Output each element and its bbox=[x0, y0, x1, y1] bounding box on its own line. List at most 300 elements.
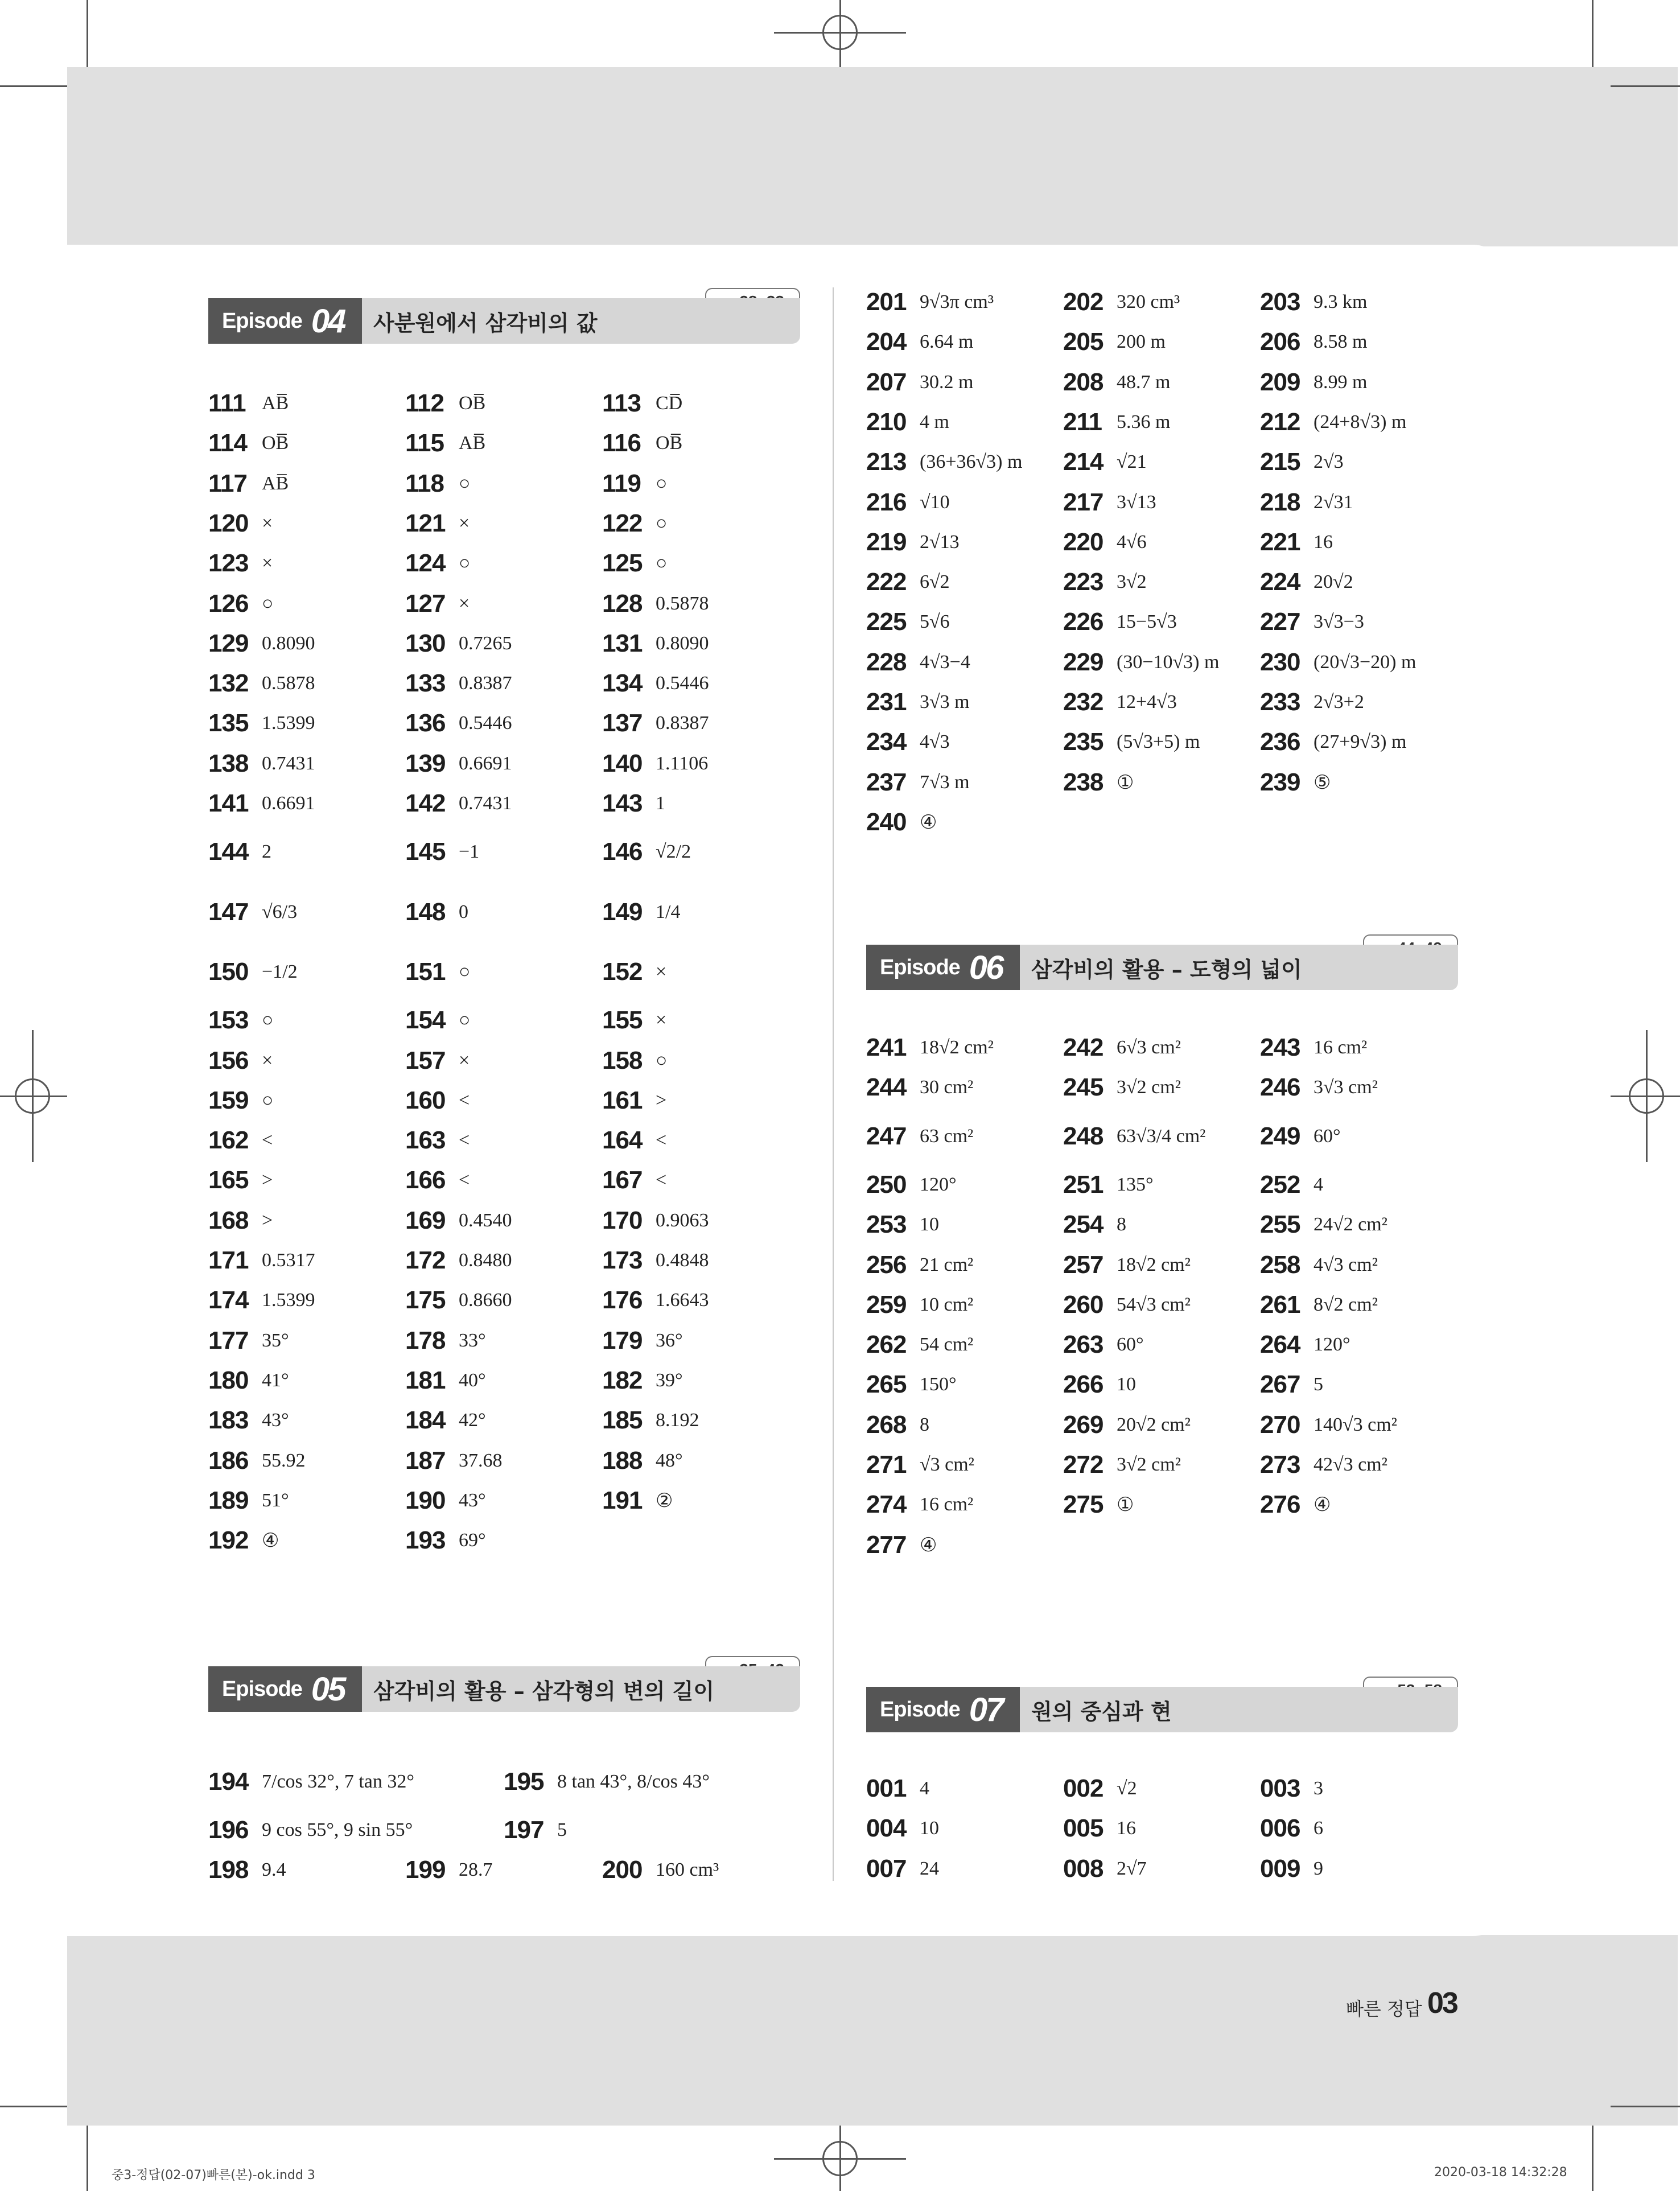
answer-number: 246 bbox=[1260, 1073, 1300, 1102]
crop-mark bbox=[87, 0, 88, 67]
answer-item bbox=[208, 834, 271, 870]
answer-number: 218 bbox=[1260, 488, 1300, 516]
answer-value: ○ bbox=[262, 592, 274, 614]
answer-number: 234 bbox=[866, 728, 907, 756]
answer-value: 0.4540 bbox=[459, 1209, 512, 1231]
answer-item bbox=[405, 1283, 512, 1318]
answer-number: 240 bbox=[866, 808, 907, 836]
answer-item bbox=[602, 1003, 666, 1038]
answer-value: 0.8660 bbox=[459, 1290, 512, 1311]
answer-number: 131 bbox=[602, 629, 643, 657]
episode-number: 07 bbox=[969, 1691, 1003, 1728]
answer-item bbox=[208, 466, 289, 501]
answer-item bbox=[602, 954, 666, 990]
answer-number: 176 bbox=[602, 1286, 643, 1315]
answer-item bbox=[1260, 1851, 1323, 1887]
answer-item bbox=[1063, 1771, 1137, 1806]
answer-value: 18√2 cm² bbox=[1117, 1254, 1191, 1275]
answer-number: 194 bbox=[208, 1768, 249, 1795]
answer-value: < bbox=[262, 1130, 273, 1151]
answer-value: > bbox=[262, 1209, 273, 1231]
answer-value: 0.7431 bbox=[459, 793, 512, 814]
answer-number: 211 bbox=[1063, 407, 1102, 436]
answer-item bbox=[866, 1287, 973, 1323]
answer-value: 60° bbox=[1117, 1334, 1144, 1356]
episode-number: 04 bbox=[311, 302, 345, 340]
answer-value: 160 cm³ bbox=[656, 1859, 719, 1880]
answer-item bbox=[866, 565, 950, 600]
answer-value: ○ bbox=[459, 553, 471, 574]
answer-value: 0.7265 bbox=[459, 632, 512, 654]
answer-value: 51° bbox=[262, 1489, 289, 1511]
answer-item bbox=[866, 1119, 973, 1154]
answer-number: 168 bbox=[208, 1206, 249, 1234]
answer-number: 256 bbox=[866, 1250, 907, 1279]
answer-number: 115 bbox=[405, 429, 444, 458]
answer-number: 121 bbox=[405, 509, 446, 537]
answer-value: 3√3 m bbox=[920, 691, 970, 713]
answer-number: 226 bbox=[1063, 608, 1103, 636]
answer-value: 30 cm² bbox=[920, 1077, 974, 1098]
episode-label: Episode bbox=[880, 1697, 960, 1722]
answer-item bbox=[1063, 285, 1180, 320]
answer-number: 239 bbox=[1260, 768, 1300, 796]
answer-number: 242 bbox=[1063, 1033, 1103, 1061]
answer-item bbox=[208, 1003, 274, 1038]
answer-number: 187 bbox=[405, 1446, 446, 1475]
answer-number: 197 bbox=[504, 1816, 544, 1844]
answer-item bbox=[1260, 324, 1367, 360]
answer-item bbox=[405, 626, 512, 661]
answer-item bbox=[866, 1447, 974, 1482]
answer-value: 69° bbox=[459, 1530, 486, 1551]
answer-value: 4√3−4 bbox=[920, 651, 970, 673]
answer-value: × bbox=[459, 1049, 470, 1071]
answer-item bbox=[1063, 1447, 1181, 1482]
answer-number: 237 bbox=[866, 768, 907, 796]
answer-item bbox=[866, 1367, 957, 1402]
answer-value: 0.5317 bbox=[262, 1250, 315, 1271]
answer-number: 169 bbox=[405, 1206, 446, 1234]
answer-value: 120° bbox=[1313, 1334, 1350, 1356]
answer-number: 222 bbox=[866, 568, 907, 596]
answer-item bbox=[208, 1243, 315, 1278]
answer-value: 1/4 bbox=[656, 901, 681, 922]
answer-number: 002 bbox=[1063, 1774, 1103, 1802]
answer-number: 123 bbox=[208, 549, 249, 578]
answer-item bbox=[1260, 1447, 1387, 1482]
crop-mark bbox=[0, 85, 67, 87]
crop-mark bbox=[839, 0, 841, 67]
answer-value: 4√3 bbox=[920, 731, 950, 753]
answer-number: 142 bbox=[405, 789, 446, 817]
answer-number: 204 bbox=[866, 328, 907, 356]
answer-item bbox=[208, 1043, 273, 1078]
answer-number: 193 bbox=[405, 1526, 446, 1555]
answer-item bbox=[602, 746, 708, 781]
answer-value: 18√2 cm² bbox=[920, 1037, 994, 1058]
answer-value: 10 bbox=[920, 1214, 939, 1235]
answer-item bbox=[1063, 485, 1156, 520]
answer-item bbox=[405, 1323, 486, 1358]
answer-value: √6/3 bbox=[262, 901, 298, 922]
answer-item bbox=[866, 485, 950, 520]
answer-number: 262 bbox=[866, 1331, 907, 1359]
answer-number: 223 bbox=[1063, 568, 1103, 596]
answer-value: 4 bbox=[1313, 1173, 1323, 1195]
answer-value: 5 bbox=[1313, 1374, 1323, 1395]
answer-number: 127 bbox=[405, 589, 446, 617]
answer-item bbox=[405, 786, 512, 821]
answer-value: 200 m bbox=[1117, 331, 1166, 353]
answer-value: 48.7 m bbox=[1117, 371, 1171, 393]
answer-number: 130 bbox=[405, 629, 446, 657]
answer-number: 174 bbox=[208, 1286, 249, 1315]
column-divider bbox=[833, 287, 834, 1881]
answer-item bbox=[602, 706, 709, 741]
answer-value: 3 bbox=[1313, 1778, 1323, 1799]
answer-number: 228 bbox=[866, 648, 907, 676]
answer-item bbox=[405, 834, 479, 870]
crop-mark bbox=[1592, 0, 1593, 67]
answer-value: 2√3+2 bbox=[1313, 691, 1364, 713]
answer-value: 320 cm³ bbox=[1117, 291, 1180, 312]
answer-number: 277 bbox=[866, 1530, 907, 1559]
answer-value: 8 bbox=[1117, 1214, 1126, 1235]
answer-value: > bbox=[656, 1089, 667, 1111]
answer-item bbox=[1260, 405, 1406, 440]
answer-value: 0.8090 bbox=[262, 632, 315, 654]
answer-item bbox=[1260, 604, 1364, 640]
answer-item bbox=[208, 586, 274, 621]
answer-value: 1.1106 bbox=[656, 752, 709, 774]
answer-value: ④ bbox=[262, 1530, 279, 1552]
answer-value: 1 bbox=[656, 793, 665, 814]
answer-number: 001 bbox=[866, 1774, 907, 1802]
top-grey-band bbox=[67, 67, 1678, 246]
answer-value: (5√3+5) m bbox=[1117, 731, 1200, 753]
answer-value: 33° bbox=[459, 1329, 486, 1351]
answer-item bbox=[1063, 444, 1147, 480]
answer-number: 276 bbox=[1260, 1490, 1300, 1519]
answer-value: 0.8090 bbox=[656, 632, 709, 654]
answer-value: √2/2 bbox=[656, 841, 691, 863]
answer-item bbox=[866, 685, 970, 720]
answer-value: 6.64 m bbox=[920, 331, 974, 353]
answer-value: × bbox=[262, 553, 273, 574]
answer-item bbox=[866, 1167, 957, 1202]
answer-number: 251 bbox=[1063, 1170, 1103, 1199]
answer-value: 21 cm² bbox=[920, 1254, 974, 1275]
answer-item bbox=[1260, 724, 1406, 760]
answer-item bbox=[1063, 1167, 1154, 1202]
answer-value: 4√6 bbox=[1117, 531, 1147, 553]
answer-item bbox=[1260, 565, 1353, 600]
answer-item bbox=[866, 285, 994, 320]
answer-item bbox=[405, 506, 470, 541]
answer-value: × bbox=[262, 512, 273, 534]
answer-number: 158 bbox=[602, 1046, 643, 1074]
answer-value: ○ bbox=[459, 961, 471, 982]
answer-item bbox=[405, 666, 512, 701]
answer-value: 16 cm² bbox=[920, 1494, 974, 1515]
answer-number: 224 bbox=[1260, 568, 1300, 596]
answer-item bbox=[602, 666, 709, 701]
answer-item bbox=[866, 525, 960, 560]
answer-number: 165 bbox=[208, 1166, 249, 1195]
answer-item bbox=[208, 1764, 414, 1799]
answer-number: 137 bbox=[602, 709, 643, 738]
answer-number: 230 bbox=[1260, 648, 1300, 676]
answer-item bbox=[602, 466, 668, 501]
answer-number: 200 bbox=[602, 1856, 643, 1884]
answer-value: 4√3 cm² bbox=[1313, 1254, 1378, 1275]
answer-number: 113 bbox=[602, 389, 641, 417]
answer-number: 161 bbox=[602, 1086, 643, 1114]
answer-item bbox=[405, 386, 485, 421]
answer-item bbox=[1063, 365, 1170, 400]
answer-item bbox=[405, 954, 471, 990]
answer-number: 202 bbox=[1063, 288, 1103, 316]
answer-value: AB̅ bbox=[262, 472, 289, 494]
answer-item bbox=[1063, 1247, 1191, 1283]
answer-item bbox=[208, 1163, 273, 1198]
answer-value: 5√6 bbox=[920, 611, 950, 633]
answer-number: 133 bbox=[405, 669, 446, 698]
answer-value: OB̅ bbox=[656, 433, 683, 454]
answer-number: 162 bbox=[208, 1126, 249, 1155]
answer-item bbox=[602, 1043, 668, 1078]
answer-value: 0.5878 bbox=[656, 592, 709, 614]
answer-value: 2√31 bbox=[1313, 491, 1353, 513]
answer-value: 0 bbox=[459, 901, 468, 922]
answer-value: OB̅ bbox=[262, 433, 289, 454]
answer-item bbox=[866, 604, 950, 640]
answer-value: 6√2 bbox=[920, 571, 950, 593]
answer-item bbox=[208, 1852, 286, 1888]
crop-mark bbox=[0, 2106, 67, 2107]
answer-value: 54 cm² bbox=[920, 1334, 974, 1356]
answer-value: 60° bbox=[1313, 1125, 1341, 1147]
episode-title: 사분원에서 삼각비의 값 bbox=[373, 310, 598, 336]
answer-number: 140 bbox=[602, 749, 643, 777]
answer-item bbox=[405, 1243, 512, 1278]
answer-number: 126 bbox=[208, 589, 249, 617]
answer-value: 16 bbox=[1313, 531, 1333, 553]
answer-item bbox=[1063, 565, 1147, 600]
answer-item bbox=[405, 1523, 486, 1558]
answer-item bbox=[602, 1852, 719, 1888]
answer-item bbox=[866, 1771, 929, 1806]
answer-number: 243 bbox=[1260, 1033, 1300, 1061]
answer-value: 7/cos 32°, 7 tan 32° bbox=[262, 1771, 414, 1792]
answer-item bbox=[1260, 1811, 1323, 1846]
crop-mark bbox=[0, 1096, 67, 1097]
answer-value: 40° bbox=[459, 1369, 486, 1391]
answer-value: (27+9√3) m bbox=[1313, 731, 1407, 753]
answer-value: 0.7431 bbox=[262, 752, 315, 774]
answer-number: 129 bbox=[208, 629, 249, 657]
answer-item bbox=[1260, 1207, 1387, 1242]
answer-number: 241 bbox=[866, 1033, 907, 1061]
answer-value: −1/2 bbox=[262, 961, 298, 982]
answer-number: 116 bbox=[602, 429, 641, 458]
answer-number: 186 bbox=[208, 1446, 249, 1475]
answer-item bbox=[866, 1030, 994, 1065]
answer-number: 154 bbox=[405, 1006, 446, 1035]
crop-mark bbox=[32, 1030, 34, 1162]
answer-item bbox=[405, 466, 471, 501]
answer-item bbox=[405, 1363, 486, 1398]
answer-value: 4 m bbox=[920, 411, 949, 433]
answer-number: 261 bbox=[1260, 1290, 1300, 1319]
answer-value: < bbox=[459, 1130, 470, 1151]
answer-value: 37.68 bbox=[459, 1449, 503, 1471]
answer-item bbox=[602, 1483, 673, 1518]
answer-number: 145 bbox=[405, 838, 446, 866]
answer-value: 55.92 bbox=[262, 1449, 306, 1471]
answer-number: 270 bbox=[1260, 1410, 1300, 1439]
answer-value: > bbox=[262, 1169, 273, 1191]
answer-value: ○ bbox=[656, 1049, 668, 1071]
answer-item bbox=[405, 895, 468, 930]
answer-value: 135° bbox=[1117, 1173, 1154, 1195]
answer-number: 257 bbox=[1063, 1250, 1103, 1279]
answer-number: 179 bbox=[602, 1326, 643, 1354]
answer-item bbox=[1260, 525, 1333, 560]
answer-item bbox=[1260, 685, 1364, 720]
answer-number: 273 bbox=[1260, 1451, 1300, 1478]
answer-number: 199 bbox=[405, 1856, 446, 1884]
answer-value: × bbox=[459, 512, 470, 534]
answer-value: (24+8√3) m bbox=[1313, 411, 1407, 433]
answer-number: 111 bbox=[208, 389, 246, 417]
answer-value: 63 cm² bbox=[920, 1125, 974, 1147]
answer-value: √21 bbox=[1117, 451, 1147, 473]
answer-value: 3√2 bbox=[1117, 571, 1147, 593]
answer-value: ○ bbox=[656, 472, 668, 494]
answer-value: ○ bbox=[262, 1010, 274, 1031]
answer-value: ○ bbox=[459, 472, 471, 494]
answer-value: < bbox=[459, 1089, 470, 1111]
answer-item bbox=[866, 724, 950, 760]
answer-number: 149 bbox=[602, 897, 643, 926]
answer-value: 42° bbox=[459, 1410, 486, 1431]
answer-number: 003 bbox=[1260, 1774, 1300, 1802]
answer-item bbox=[208, 1083, 274, 1118]
answer-number: 247 bbox=[866, 1122, 907, 1150]
answer-item bbox=[208, 1483, 289, 1518]
answer-number: 215 bbox=[1260, 448, 1300, 476]
footer-label: 빠른 정답 bbox=[1346, 1998, 1422, 2020]
answer-item bbox=[602, 426, 682, 461]
answer-number: 275 bbox=[1063, 1490, 1103, 1519]
answer-item bbox=[208, 706, 315, 741]
answer-number: 181 bbox=[405, 1366, 446, 1394]
answer-item bbox=[866, 1207, 939, 1242]
answer-number: 136 bbox=[405, 709, 446, 738]
answer-value: 0.9063 bbox=[656, 1209, 709, 1231]
answer-item bbox=[405, 426, 485, 461]
answer-number: 147 bbox=[208, 897, 249, 926]
answer-item bbox=[866, 1070, 973, 1105]
answer-value: 5.36 m bbox=[1117, 411, 1171, 433]
crop-mark bbox=[1611, 1096, 1680, 1097]
answer-number: 151 bbox=[405, 957, 446, 986]
answer-value: 8.58 m bbox=[1313, 331, 1368, 353]
answer-value: 36° bbox=[656, 1329, 683, 1351]
answer-number: 207 bbox=[866, 368, 907, 396]
answer-item bbox=[405, 1852, 493, 1888]
answer-item bbox=[208, 386, 289, 421]
answer-item bbox=[1063, 765, 1134, 800]
answer-value: 150° bbox=[920, 1374, 957, 1395]
episode-title: 삼각비의 활용 – 도형의 넓이 bbox=[1031, 957, 1302, 982]
answer-value: 0.5878 bbox=[262, 673, 315, 694]
answer-number: 229 bbox=[1063, 648, 1103, 676]
answer-number: 128 bbox=[602, 589, 643, 617]
answer-number: 268 bbox=[866, 1410, 907, 1439]
answer-value: 16 bbox=[1117, 1818, 1136, 1839]
episode-06-header bbox=[866, 936, 1458, 990]
answer-value: 3√3−3 bbox=[1313, 611, 1364, 633]
answer-value: ○ bbox=[262, 1089, 274, 1111]
answer-item bbox=[208, 666, 315, 701]
answer-value: ○ bbox=[656, 553, 668, 574]
answer-item bbox=[1260, 285, 1367, 320]
answer-number: 252 bbox=[1260, 1170, 1300, 1199]
answer-item bbox=[208, 426, 289, 461]
answer-number: 221 bbox=[1260, 528, 1300, 556]
answer-item bbox=[1063, 724, 1200, 760]
answer-item bbox=[602, 1083, 666, 1118]
answer-item bbox=[602, 1403, 699, 1438]
answer-item bbox=[1063, 1367, 1136, 1402]
answer-number: 209 bbox=[1260, 368, 1300, 396]
answer-value: ② bbox=[656, 1490, 673, 1512]
answer-number: 171 bbox=[208, 1246, 249, 1274]
answer-number: 205 bbox=[1063, 328, 1103, 356]
answer-item bbox=[405, 1163, 470, 1198]
answer-value: 43° bbox=[459, 1489, 486, 1511]
answer-value: 10 cm² bbox=[920, 1294, 974, 1315]
answer-number: 185 bbox=[602, 1406, 643, 1435]
answer-item bbox=[1063, 645, 1219, 680]
answer-number: 148 bbox=[405, 897, 446, 926]
answer-number: 132 bbox=[208, 669, 249, 698]
answer-value: 2√13 bbox=[920, 531, 960, 553]
answer-value: √2 bbox=[1117, 1778, 1137, 1799]
answer-value: √3 cm² bbox=[920, 1454, 974, 1475]
answer-item bbox=[1063, 604, 1177, 640]
answer-value: 43° bbox=[262, 1410, 289, 1431]
answer-value: 0.8480 bbox=[459, 1250, 512, 1271]
answer-item bbox=[866, 444, 1022, 480]
answer-number: 265 bbox=[866, 1370, 907, 1399]
answer-value: AB̅ bbox=[262, 393, 289, 414]
answer-number: 177 bbox=[208, 1326, 249, 1354]
episode-07-header bbox=[866, 1678, 1458, 1732]
answer-item bbox=[1260, 1771, 1323, 1806]
answer-item bbox=[208, 895, 297, 930]
answer-item bbox=[866, 805, 937, 840]
answer-value: 0.6691 bbox=[459, 752, 512, 774]
answer-item bbox=[208, 506, 273, 541]
answer-item bbox=[866, 324, 973, 360]
answer-number: 184 bbox=[405, 1406, 446, 1435]
answer-value: CD̅ bbox=[656, 393, 683, 414]
page-number: 03 bbox=[1427, 1987, 1457, 2020]
